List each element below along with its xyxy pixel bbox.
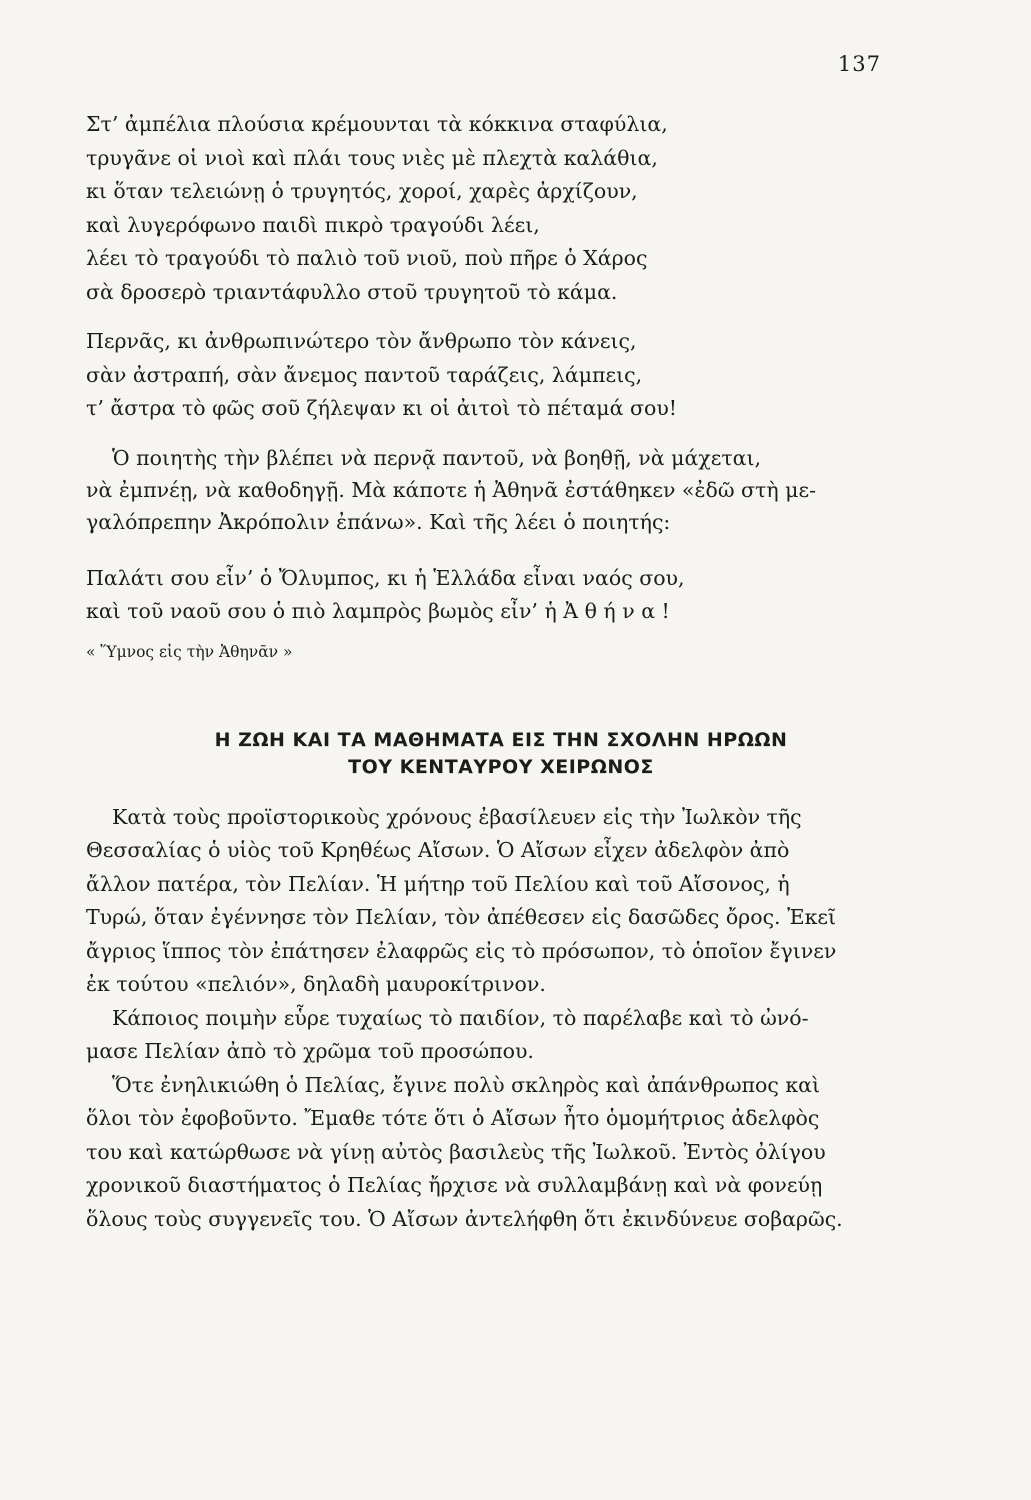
chapter-title [86, 727, 916, 781]
poem-line: Περνᾶς, κι ἀνθρωπινώτερο τὸν ἄνθρωπο τὸν κάνεις, [86, 329, 637, 353]
page-content [86, 108, 916, 1236]
poem-stanza-1 [86, 108, 916, 309]
prose-line: Τυρώ, ὅταν ἐγέννησε τὸν Πελίαν, τὸν ἀπέθεσεν εἰς δασῶδες ὄρος. Ἐκεῖ [86, 905, 837, 929]
prose-line: Κάποιος ποιμὴν εὗρε τυχαίως τὸ παιδίον, τὸ παρέλαβε καὶ τὸ ὠνό- [112, 1005, 809, 1030]
prose-line: νὰ ἐμπνέῃ, νὰ καθοδηγῇ. Μὰ κάποτε ἡ Ἀθηνᾶ ἐστάθηκεν «ἐδῶ στὴ με- [86, 477, 817, 502]
poem-line: τ’ ἄστρα τὸ φῶς σοῦ ζήλεψαν κι οἱ ἀιτοὶ τὸ πέταμά σου! [86, 396, 678, 420]
prose-line: ὅλους τοὺς συγγενεῖς του. Ὁ Αἴσων ἀντελήφθη ὅτι ἐκινδύνευε σοβαρῶς. [86, 1206, 843, 1231]
prose-line: ἐκ τούτου «πελιόν», δηλαδὴ μαυροκίτρινον. [86, 972, 546, 996]
prose-line: γαλόπρεπην Ἀκρόπολιν ἐπάνω». Καὶ τῆς λέει ὁ ποιητής: [86, 509, 671, 534]
prose-line: ὅλοι τὸν ἐφοβοῦντο. Ἔμαθε τότε ὅτι ὁ Αἴσων ἦτο ὁμομήτριος ἀδελφὸς [86, 1106, 820, 1130]
prose-paragraph-3 [86, 1002, 916, 1069]
prose-line: Κατὰ τοὺς προϊστορικοὺς χρόνους ἐβασίλευεν εἰς τὴν Ἰωλκὸν τῆς [112, 804, 802, 829]
prose-line: ἄγριος ἵππος τὸν ἐπάτησεν ἐλαφρῶς εἰς τὸ πρόσωπον, τὸ ὁποῖον ἔγινεν [86, 938, 837, 963]
poem-line: καὶ λυγερόφωνο παιδὶ πικρὸ τραγούδι λέει, [86, 212, 540, 237]
page-number: 137 [837, 52, 881, 76]
poem-stanza-2 [86, 325, 916, 426]
prose-line: του καὶ κατώρθωσε νὰ γίνῃ αὐτὸς βασιλεὺς τῆς Ἰωλκοῦ. Ἐντὸς ὀλίγου [86, 1139, 826, 1164]
chapter-title-line: ΤΟΥ ΚΕΝΤΑΥΡΟΥ ΧΕΙΡΩΝΟΣ [348, 755, 654, 778]
prose-line: Ὁ ποιητὴς τὴν βλέπει νὰ περνᾷ παντοῦ, νὰ βοηθῇ, νὰ μάχεται, [112, 445, 762, 470]
poem-stanza-3 [86, 562, 916, 629]
poem-line: λέει τὸ τραγούδι τὸ παλιὸ τοῦ νιοῦ, ποὺ πῆρε ὁ Χάρος [86, 246, 648, 270]
poem-line: Παλάτι σου εἶν’ ὁ Ὄλυμπος, κι ἡ Ἑλλάδα εἶναι ναός σου, [86, 565, 685, 590]
poem-line: σὰ δροσερὸ τριαντάφυλλο στοῦ τρυγητοῦ τὸ κάμα. [86, 279, 618, 304]
prose-line: χρονικοῦ διαστήματος ὁ Πελίας ἤρχισε νὰ συλλαμβάνῃ καὶ νὰ φονεύῃ [86, 1173, 823, 1197]
prose-paragraph-4 [86, 1069, 916, 1237]
prose-paragraph-1 [86, 442, 916, 538]
prose-line: Θεσσαλίας ὁ υἱὸς τοῦ Κρηθέως Αἴσων. Ὁ Αἴσων εἶχεν ἀδελφὸν ἀπὸ [86, 838, 790, 862]
poem-line: τρυγᾶνε οἱ νιοὶ καὶ πλάι τους νιὲς μὲ πλεχτὰ καλάθια, [86, 145, 658, 170]
prose-line: Ὅτε ἐνηλικιώθη ὁ Πελίας, ἔγινε πολὺ σκληρὸς καὶ ἀπάνθρωπος καὶ [112, 1072, 821, 1097]
poem-line: κι ὅταν τελειώνῃ ὁ τρυγητός, χοροί, χαρὲς ἀρχίζουν, [86, 179, 638, 203]
chapter-body [86, 801, 916, 1237]
poem-caption: « Ὕμνος εἰς τὴν Ἀθηνᾶν » [86, 642, 293, 661]
chapter-title-line: Η ΖΩΗ ΚΑΙ ΤΑ ΜΑΘΗΜΑΤΑ ΕΙΣ ΤΗΝ ΣΧΟΛΗΝ ΗΡΩΩΝ [214, 728, 788, 751]
prose-line: μασε Πελίαν ἀπὸ τὸ χρῶμα τοῦ προσώπου. [86, 1039, 534, 1063]
poem-line: σὰν ἀστραπή, σὰν ἄνεμος παντοῦ ταράζεις, λάμπεις, [86, 362, 643, 387]
poem-line: Στ’ ἀμπέλια πλούσια κρέμουνται τὰ κόκκινα σταφύλια, [86, 112, 668, 136]
poem-line: καὶ τοῦ ναοῦ σου ὁ πιὸ λαμπρὸς βωμὸς εἶν’ ἡ Ἀ θ ή ν α ! [86, 599, 670, 623]
prose-line: ἄλλον πατέρα, τὸν Πελίαν. Ἡ μήτηρ τοῦ Πελίου καὶ τοῦ Αἴσονος, ἡ [86, 871, 790, 896]
prose-paragraph-2 [86, 801, 916, 1002]
